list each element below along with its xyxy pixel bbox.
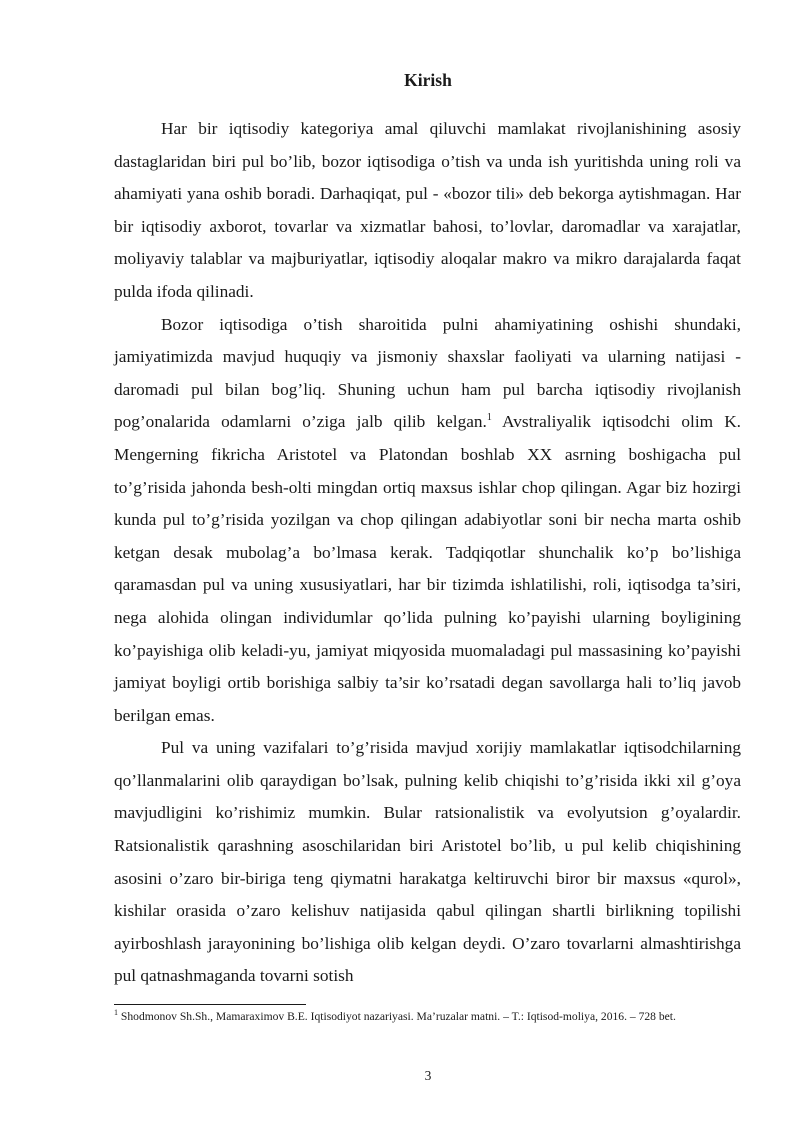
footnote-reference[interactable]: 1 [486, 412, 492, 424]
body-text [114, 113, 741, 993]
footnote-separator [114, 1004, 306, 1005]
footnote-text: Shodmonov Sh.Sh., Mamaraximov B.E. Iqtisodiyot nazariyasi. Ma’ruzalar matni. – T.: Iqtisod-moliya, 2016. – 728 bet. [118, 1010, 676, 1023]
paragraph-text: Har bir iqtisodiy kategoriya amal qiluvchi mamlakat rivojlanishining asosiy dastaglaridan biri pul bo’lib, bozor iqtisodiga o’tish va unda ish yuritishda uning roli va ahamiyati yana oshib boradi. Darhaqiqat, pul - «bozor tili» deb bekorga aytishmagan. Har bir iqtisodiy axborot, tovarlar va xizmatlar bahosi, to’lovlar, daromadlar va xarajatlar, moliyaviy talablar va majburiyatlar, iqtisodiy aloqalar makro va mikro darajalarda faqat pulda ifoda qilinadi. [114, 119, 741, 301]
page-title: Kirish [404, 70, 452, 90]
page-number: 3 [424, 1068, 432, 1083]
paragraph-text: Bozor iqtisodiga o’tish sharoitida pulni ahamiyatining oshishi shundaki, jamiyatimizda mavjud huquqiy va jismoniy shaxslar faoliyati va ularning natijasi - daromadi pul bilan bog’liq. Shuning uchun ham pul barcha iqtisodiy rivojlanish pog’onalarida odamlarni o’ziga jalb qilib kelgan. [114, 314, 741, 432]
paragraph [114, 732, 741, 993]
paragraph [114, 113, 741, 309]
footnote [114, 1009, 726, 1025]
paragraph-text: Pul va uning vazifalari to’g’risida mavjud xorijiy mamlakatlar iqtisodchilarning qo’llanmalarini olib qaraydigan bo’lsak, pulning kelib chiqishi to’g’risida ikki xil g’oya mavjudligini ko’rishimiz mumkin. Bular ratsionalistik va evolyutsion g’oyalardir. Ratsionalistik qarashning asoschilaridan biri Aristotel bo’lib, u pul kelib chiqishining asosini o’zaro bir-biriga teng qiymatni harakatga keltiruvchi biror bir maxsus «qurol», kishilar orasida o’zaro kelishuv natijasida qabul qilingan shartli birlikning topilishi ayirboshlash jarayonining bo’lishiga olib kelgan deydi. O’zaro tovarlarni almashtirishga pul qatnashmaganda tovarni sotish [114, 738, 741, 986]
paragraph-text: Avstraliyalik iqtisodchi olim K. Mengerning fikricha Aristotel va Platondan boshlab XX asrning boshigacha pul to’g’risida jahonda besh-olti mingdan ortiq maxsus ishlar chop qilingan. Agar biz hozirgi kunda pul to’g’risida yozilgan va chop qilingan adabiyotlar soni bir necha marta oshib ketgan desak mubolag’a bo’lmasa kerak. Tadqiqotlar shunchalik ko’p bo’lishiga qaramasdan pul va uning xususiyatlari, har bir tizimda ishlatilishi, roli, iqtisodga ta’siri, nega alohida olingan individumlar qo’lida pulning ko’payishi ularning boyligining ko’payishiga olib keladi-yu, jamiyat miqyosida muomaladagi pul massasining ko’payishi jamiyat boyligi ortib borishiga salbiy ta’sir ko’rsatadi degan savollarga hali to’liq javob berilgan emas. [114, 412, 742, 725]
footnote-marker: 1 [114, 1008, 118, 1018]
paragraph [114, 309, 741, 733]
